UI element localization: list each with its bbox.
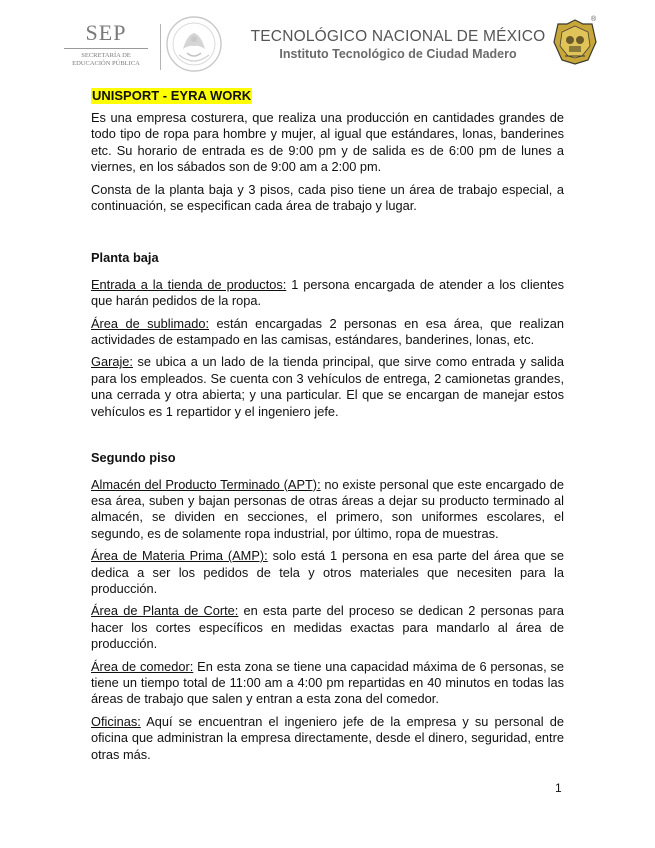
area-description: no existe personal que este encargado de esa área, suben y bajan personas de otras áreas a dejar su producto terminado al almacén, se dividen en secciones, el primero, son uniformes escolares, el segundo, es de solamente ropa industrial, por último, ropa de muestras. [91,476,564,541]
area-description: solo está 1 persona en esa parte del área que se dedica a ser los pedidos de tela y otros materiales que necesiten para la producción. [91,548,564,596]
itcm-logo-icon [552,18,598,66]
area-paragraph [91,354,564,420]
sep-logo-rule [64,48,148,49]
area-description: 1 persona encargada de atender a los clientes que harán pedidos de la ropa. [91,276,564,309]
area-paragraph [91,714,564,763]
area-paragraph [91,316,564,349]
institution-subtitle: Instituto Tecnológico de Ciudad Madero [279,47,517,61]
area-label: Entrada a la tienda de productos: [91,276,287,292]
area-description: están encargadas 2 personas en esa área, que realizan actividades de estampado en las camisas, estándares, banderines, lonas, etc. [91,315,564,348]
area-description: Aquí se encuentran el ingeniero jefe de la empresa y su personal de oficina que administran la empresa directamente, desde el dinero, seguridad, entre otras más. [91,713,564,762]
sep-subtitle-line1: SECRETARÍA DE [81,52,131,59]
area-label: Almacén del Producto Terminado (APT): [91,476,321,492]
area-description: se ubica a un lado de la tienda principal, que sirve como entrada y salida para los empleados. Se cuenta con 3 vehículos de entrega, 2 camionetas grandes, una cerrada y otra abierta; y una particular. El que se encargan de manejar estos vehículos es 1 repartidor y el ingeniero jefe. [91,354,564,419]
institution-title: TECNOLÓGICO NACIONAL DE MÉXICO [250,28,546,45]
document-body [91,88,564,769]
area-description: en esta parte del proceso se dedican 2 personas para hacer los cortes específicos en medidas exactas para mandarlo al área de producción. [91,603,565,652]
area-paragraph [91,548,564,597]
intro-paragraph: Consta de la planta baja y 3 pisos, cada piso tiene un área de trabajo especial, a continuación, se especifican cada área de trabajo y lugar. [91,181,564,214]
page-header [0,0,655,80]
institution-block [248,28,548,62]
intro-paragraph: Es una empresa costurera, que realiza una producción en cantidades grandes de todo tipo de ropa para hombre y mujer, al igual que estándares, lonas, banderines etc. Su horario de entrada es de 9:00 pm y de salida es de 6:00 pm de lunes a viernes, en los sábados son de 9:00 am a 2:00 pm. [91,110,564,175]
header-divider [160,24,161,70]
section-heading-planta-baja: Planta baja [91,250,159,266]
area-label: Área de Planta de Corte: [91,603,239,619]
section-heading-segundo-piso: Segundo piso [91,450,176,466]
area-label: Oficinas: [91,713,141,729]
area-paragraph [91,477,564,543]
document-title: UNISPORT - EYRA WORK [92,88,252,103]
mexican-coat-of-arms-icon [165,15,223,73]
area-label: Garaje: [91,354,133,370]
area-paragraph [91,603,564,652]
area-label: Área de sublimado: [91,315,210,331]
sep-logo [58,22,154,68]
sep-acronym: SEP [85,20,127,45]
page-number: 1 [555,781,562,795]
registered-mark: ® [591,16,597,23]
area-description: En esta zona se tiene una capacidad máxima de 6 personas, se tiene un tiempo total de 11:00 am a 4:00 pm repartidas en 40 minutos en todas las áreas de trabajo que salen y entran a esta zona del comedor. [91,658,564,707]
area-paragraph [91,277,564,310]
area-label: Área de comedor: [91,658,194,674]
area-label: Área de Materia Prima (AMP): [91,548,268,564]
sep-subtitle-line2: EDUCACIÓN PÚBLICA [72,60,140,67]
area-paragraph [91,659,564,708]
